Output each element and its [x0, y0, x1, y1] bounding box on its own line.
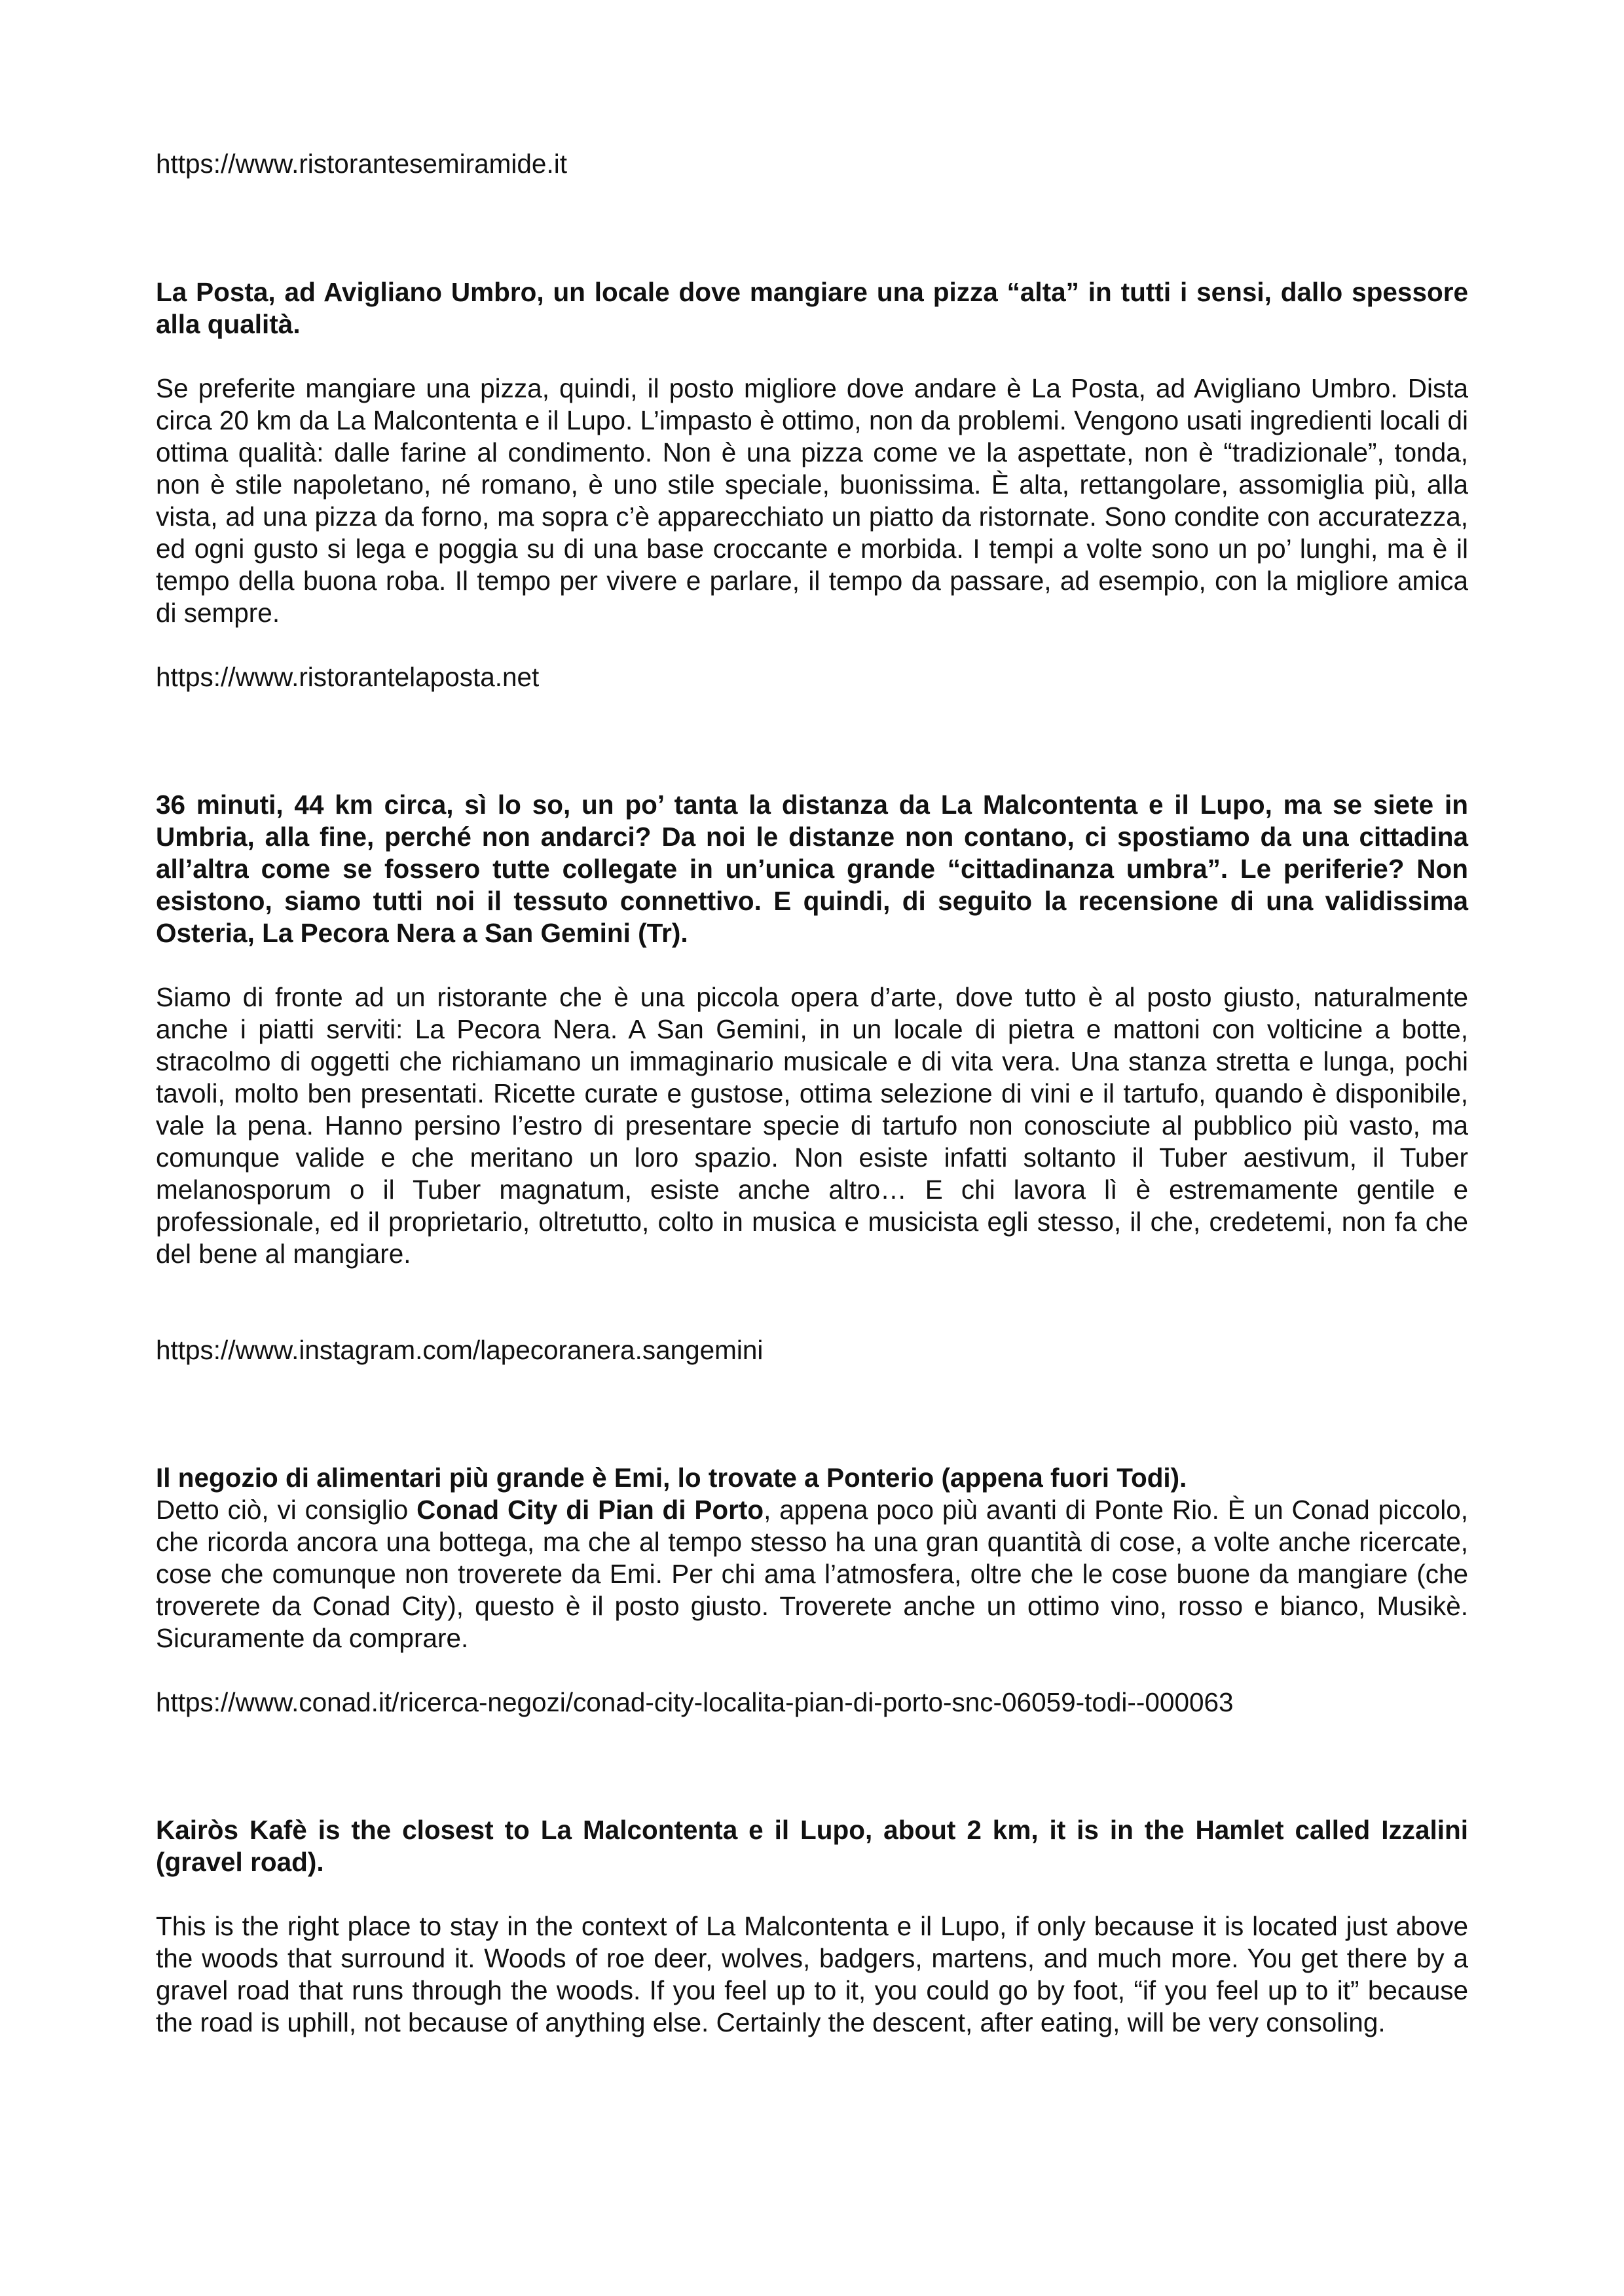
link-conad[interactable]: https://www.conad.it/ricerca-negozi/conad-city-localita-pian-di-porto-snc-06059-todi--000063: [156, 1687, 1234, 1717]
paragraph-pecora-nera: Siamo di fronte ad un ristorante che è una piccola opera d’arte, dove tutto è al posto giusto, naturalmente anche i piatti serviti: La Pecora Nera. A San Gemini, in un locale di pietra e mattoni con volticine a botte, stracolmo di oggetti che richiamano un immaginario musicale e di vita vera. Una stanza stretta e lunga, pochi tavoli, molto ben presentati. Ricette curate e gustose, ottima selezione di vini e il tartufo, quando è disponibile, vale la pena. Hanno persino l’estro di presentare specie di tartufo non conosciute al pubblico più vasto, ma comunque valide e che meritano un loro spazio. Non esiste infatti soltanto il Tuber aestivum, il Tuber melanosporum o il Tuber magnatum, esiste anche altro… E chi lavora lì è estremamente gentile e professionale, ed il proprietario, oltretutto, colto in musica e musicista egli stesso, il che, credetemi, non fa che del bene al mangiare.: [156, 982, 1468, 1269]
link-semiramide[interactable]: https://www.ristorantesemiramide.it: [156, 149, 567, 179]
heading-conad: Il negozio di alimentari più grande è Emi, lo trovate a Ponterio (appena fuori Todi).: [156, 1463, 1187, 1493]
paragraph-kairos: This is the right place to stay in the context of La Malcontenta e il Lupo, if only because it is located just above the woods that surround it. Woods of roe deer, wolves, badgers, martens, and much more. You get there by a gravel road that runs through the woods. If you feel up to it, you could go by foot, “if you feel up to it” because the road is uphill, not because of anything else. Certainly the descent, after eating, will be very consoling.: [156, 1911, 1468, 2037]
link-la-posta[interactable]: https://www.ristorantelaposta.net: [156, 662, 540, 692]
conad-city-name: Conad City di Pian di Porto: [416, 1495, 764, 1525]
paragraph-conad-rest: , appena poco più avanti di Ponte Rio. È un Conad piccolo, che ricorda ancora una bottega, ma che al tempo stesso ha una gran quantità di cose, a volte anche ricercate, cose che comunque non troverete da Emi. Per chi ama l’atmosfera, oltre che le cose buone da mangiare (che troverete da Conad City), questo è il posto giusto. Troverete anche un ottimo vino, rosso e bianco, Musikè. Sicuramente da comprare.: [156, 1495, 1468, 1653]
paragraph-conad: [156, 1494, 1468, 1654]
heading-pecora-nera: 36 minuti, 44 km circa, sì lo so, un po’ tanta la distanza da La Malcontenta e il Lupo, ma se siete in Umbria, alla fine, perché non andarci? Da noi le distanze non contano, ci spostiamo da una cittadina all’altra come se fossero tutte collegate in un’unica grande “cittadinanza umbra”. Le periferie? Non esistono, siamo tutti noi il tessuto connettivo. E quindi, di seguito la recensione di una validissima Osteria, La Pecora Nera a San Gemini (Tr).: [156, 790, 1468, 948]
heading-kairos: Kairòs Kafè is the closest to La Malcontenta e il Lupo, about 2 km, it is in the Hamlet called Izzalini (gravel road).: [156, 1815, 1468, 1877]
heading-la-posta: La Posta, ad Avigliano Umbro, un locale dove mangiare una pizza “alta” in tutti i sensi, dallo spessore alla qualità.: [156, 277, 1468, 339]
paragraph-conad-intro: Detto ciò, vi consiglio: [156, 1495, 417, 1525]
paragraph-la-posta: Se preferite mangiare una pizza, quindi, il posto migliore dove andare è La Posta, ad Avigliano Umbro. Dista circa 20 km da La Malcontenta e il Lupo. L’impasto è ottimo, non da problemi. Vengono usati ingredienti locali di ottima qualità: dalle farine al condimento. Non è una pizza come ve la aspettate, non è “tradizionale”, tonda, non è stile napoletano, né romano, è uno stile speciale, buonissima. È alta, rettangolare, assomiglia più, alla vista, ad una pizza da forno, ma sopra c’è apparecchiato un piatto da ristornate. Sono condite con accuratezza, ed ogni gusto si lega e poggia su di una base croccante e morbida. I tempi a volte sono un po’ lunghi, ma è il tempo della buona roba. Il tempo per vivere e parlare, il tempo da passare, ad esempio, con la migliore amica di sempre.: [156, 373, 1468, 628]
document-page: [156, 148, 1468, 2039]
link-pecora-nera[interactable]: https://www.instagram.com/lapecoranera.sangemini: [156, 1335, 764, 1365]
